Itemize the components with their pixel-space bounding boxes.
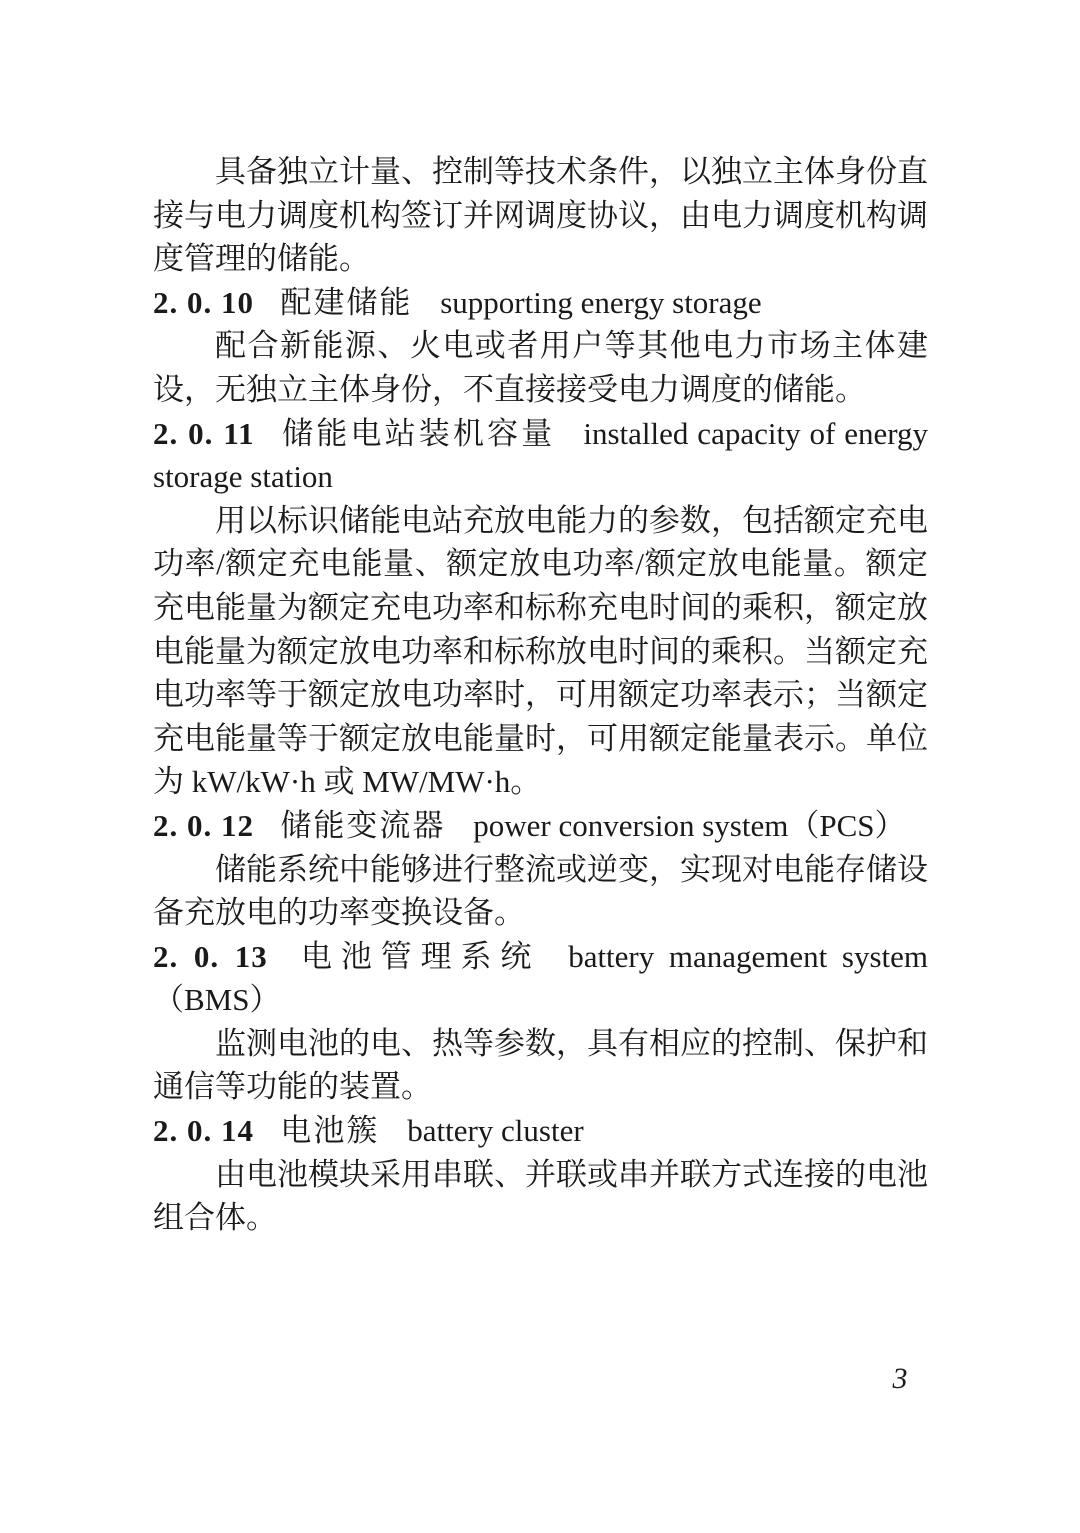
term-number: 2. 0. 10 bbox=[153, 284, 254, 320]
term-chinese-label: 配建储能 bbox=[280, 284, 413, 320]
body-paragraph: 由电池模块采用串联、并联或串并联方式连接的电池组合体。 bbox=[153, 1156, 928, 1236]
term-english-label: power conversion system（PCS） bbox=[473, 807, 906, 843]
term-number: 2. 0. 11 bbox=[153, 415, 255, 451]
term-entry bbox=[153, 804, 928, 848]
term-number: 2. 0. 12 bbox=[153, 807, 254, 843]
body-paragraph: 具备独立计量、控制等技术条件，以独立主体身份直接与电力调度机构签订并网调度协议，由电力调度机构调度管理的储能。 bbox=[153, 154, 928, 277]
page-number: 3 bbox=[892, 1362, 908, 1395]
term-entry bbox=[153, 1109, 928, 1153]
term-entry bbox=[153, 935, 928, 1022]
term-english-label: battery management system（BMS） bbox=[153, 938, 929, 1018]
term-english-label: battery cluster bbox=[407, 1113, 584, 1149]
body-paragraph: 配合新能源、火电或者用户等其他电力市场主体建设，无独立主体身份，不直接接受电力调度的储能。 bbox=[153, 328, 928, 407]
term-number: 2. 0. 13 bbox=[153, 938, 268, 974]
term-chinese-label: 储能电站装机容量 bbox=[280, 415, 556, 451]
body-paragraph: 储能系统中能够进行整流或逆变，实现对电能存储设备充放电的功率变换设备。 bbox=[153, 851, 928, 931]
term-chinese-label: 电池簇 bbox=[280, 1113, 380, 1149]
term-entry bbox=[153, 281, 928, 325]
term-english-label: installed capacity of energy storage station bbox=[153, 415, 929, 495]
term-entry bbox=[153, 412, 928, 499]
terminology-section bbox=[153, 150, 928, 1240]
term-chinese-label: 电池管理系统 bbox=[294, 938, 541, 974]
term-english-label: supporting energy storage bbox=[440, 284, 762, 320]
term-chinese-label: 储能变流器 bbox=[280, 807, 446, 843]
term-number: 2. 0. 14 bbox=[153, 1113, 254, 1149]
body-paragraph: 用以标识储能电站充放电能力的参数，包括额定充电功率/额定充电能量、额定放电功率/额定放电能量。额定充电能量为额定充电功率和标称充电时间的乘积，额定放电能量为额定放电功率和标称放电时间的乘积。当额定充电功率等于额定放电功率时，可用额定功率表示；当额定充电能量等于额定放电能量时，可用额定能量表示。单位为 kW/kW·h 或 MW/MW·h。 bbox=[153, 502, 928, 800]
body-paragraph: 监测电池的电、热等参数，具有相应的控制、保护和通信等功能的装置。 bbox=[153, 1025, 928, 1105]
